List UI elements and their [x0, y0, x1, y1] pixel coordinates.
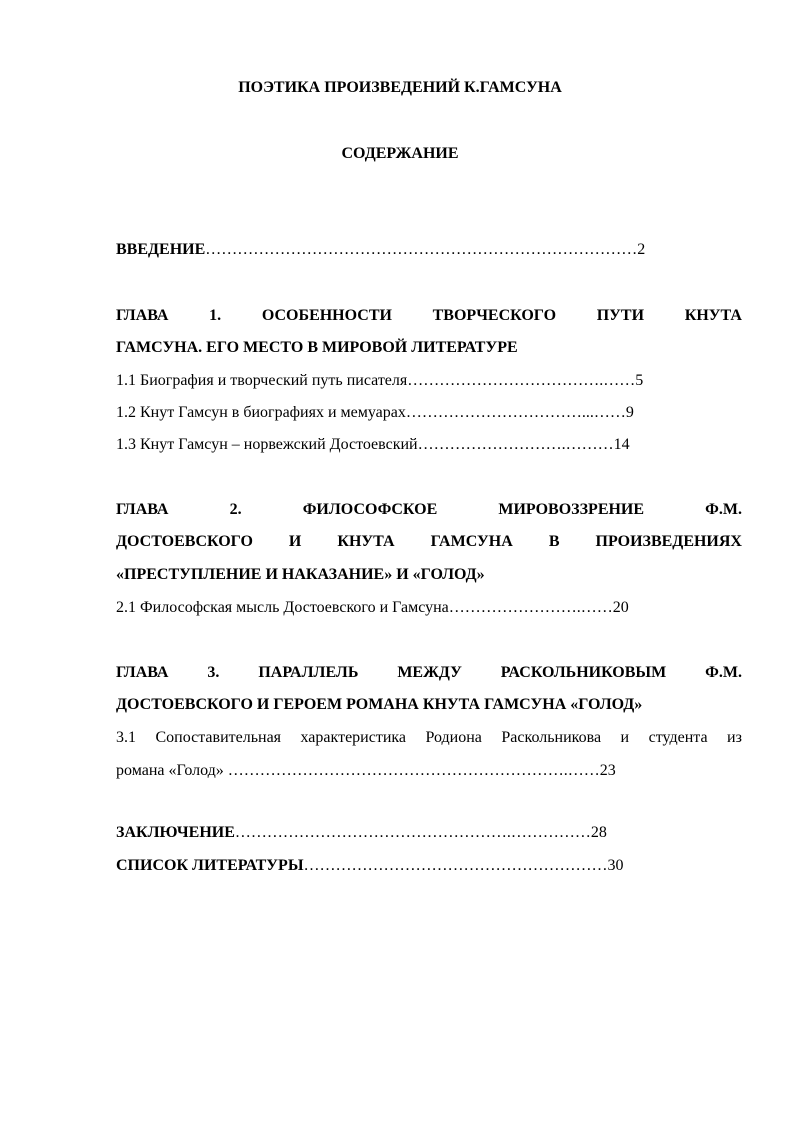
- chapter1-heading-line1: [116, 306, 742, 326]
- chapter2-word: ДОСТОЕВСКОГО: [116, 533, 253, 550]
- toc-references[interactable]: [116, 856, 624, 876]
- toc-item-word: из: [727, 729, 742, 746]
- chapter2-word: 2.: [229, 501, 242, 518]
- chapter3-word: МЕЖДУ: [397, 664, 462, 681]
- chapter2-word: МИРОВОЗЗРЕНИЕ: [498, 501, 645, 518]
- toc-item-word: характеристика: [300, 729, 407, 746]
- toc-conclusion[interactable]: [116, 823, 607, 843]
- chapter3-word: ГЛАВА: [116, 664, 169, 681]
- chapter3-word: ПАРАЛЛЕЛЬ: [258, 664, 359, 681]
- chapter2-word: ФИЛОСОФСКОЕ: [302, 501, 438, 518]
- toc-conclusion-label: ЗАКЛЮЧЕНИЕ: [116, 824, 235, 841]
- toc-item-1-1[interactable]: 1.1 Биография и творческий путь писателя……………………………….……5: [116, 372, 644, 389]
- chapter2-word: ГАМСУНА: [430, 533, 513, 550]
- toc-item-3-1-line1[interactable]: [116, 728, 742, 748]
- chapter3-word: РАСКОЛЬНИКОВЫМ: [500, 664, 667, 681]
- toc-item-2-1[interactable]: 2.1 Философская мысль Достоевского и Гамсуна…………………….……20: [116, 599, 629, 616]
- chapter2-heading-line1: [116, 500, 742, 520]
- toc-conclusion-leader: …………………………………………….……………28: [234, 824, 607, 841]
- toc-references-leader: …………………………………………………30: [303, 857, 624, 874]
- chapter3-word: Ф.М.: [705, 664, 742, 681]
- toc-intro-label: ВВЕДЕНИЕ: [116, 241, 206, 258]
- chapter1-word: КНУТА: [684, 307, 742, 324]
- toc-intro-leader: ………………………………………………………………………2: [205, 241, 646, 258]
- toc-references-label: СПИСОК ЛИТЕРАТУРЫ: [116, 857, 304, 874]
- document-title: ПОЭТИКА ПРОИЗВЕДЕНИЙ К.ГАМСУНА: [238, 79, 562, 96]
- chapter3-heading-line2: ДОСТОЕВСКОГО И ГЕРОЕМ РОМАНА КНУТА ГАМСУНА «ГОЛОД»: [116, 696, 643, 713]
- chapter3-word: 3.: [207, 664, 220, 681]
- chapter2-word: ПРОИЗВЕДЕНИЯХ: [595, 533, 742, 550]
- toc-item-word: Сопоставительная: [155, 729, 282, 746]
- chapter2-word: В: [548, 533, 560, 550]
- chapter3-heading-line1: [116, 663, 742, 683]
- chapter1-word: ТВОРЧЕСКОГО: [432, 307, 557, 324]
- chapter2-word: Ф.М.: [705, 501, 742, 518]
- contents-heading: СОДЕРЖАНИЕ: [341, 145, 459, 162]
- chapter2-heading-line3: «ПРЕСТУПЛЕНИЕ И НАКАЗАНИЕ» И «ГОЛОД»: [116, 566, 485, 583]
- toc-item-word: и: [620, 729, 630, 746]
- chapter1-heading-line2: ГАМСУНА. ЕГО МЕСТО В МИРОВОЙ ЛИТЕРАТУРЕ: [116, 339, 518, 356]
- chapter2-word: ГЛАВА: [116, 501, 169, 518]
- toc-item-word: Родиона: [425, 729, 482, 746]
- chapter1-word: ПУТИ: [596, 307, 645, 324]
- toc-item-1-3[interactable]: 1.3 Кнут Гамсун – норвежский Достоевский……………………….………14: [116, 436, 630, 453]
- chapter1-word: 1.: [209, 307, 222, 324]
- chapter2-word: И: [288, 533, 302, 550]
- chapter1-word: ОСОБЕННОСТИ: [261, 307, 392, 324]
- toc-item-word: Раскольникова: [501, 729, 602, 746]
- chapter2-word: КНУТА: [337, 533, 395, 550]
- toc-item-word: 3.1: [116, 729, 136, 746]
- chapter1-word: ГЛАВА: [116, 307, 169, 324]
- chapter2-heading-line2: [116, 532, 742, 552]
- toc-intro[interactable]: [116, 240, 645, 260]
- toc-item-3-1-line2[interactable]: романа «Голод» ……………………………………………………….……23: [116, 762, 616, 779]
- toc-item-word: студента: [648, 729, 708, 746]
- toc-item-1-2[interactable]: 1.2 Кнут Гамсун в биографиях и мемуарах……………………………...……9: [116, 404, 634, 421]
